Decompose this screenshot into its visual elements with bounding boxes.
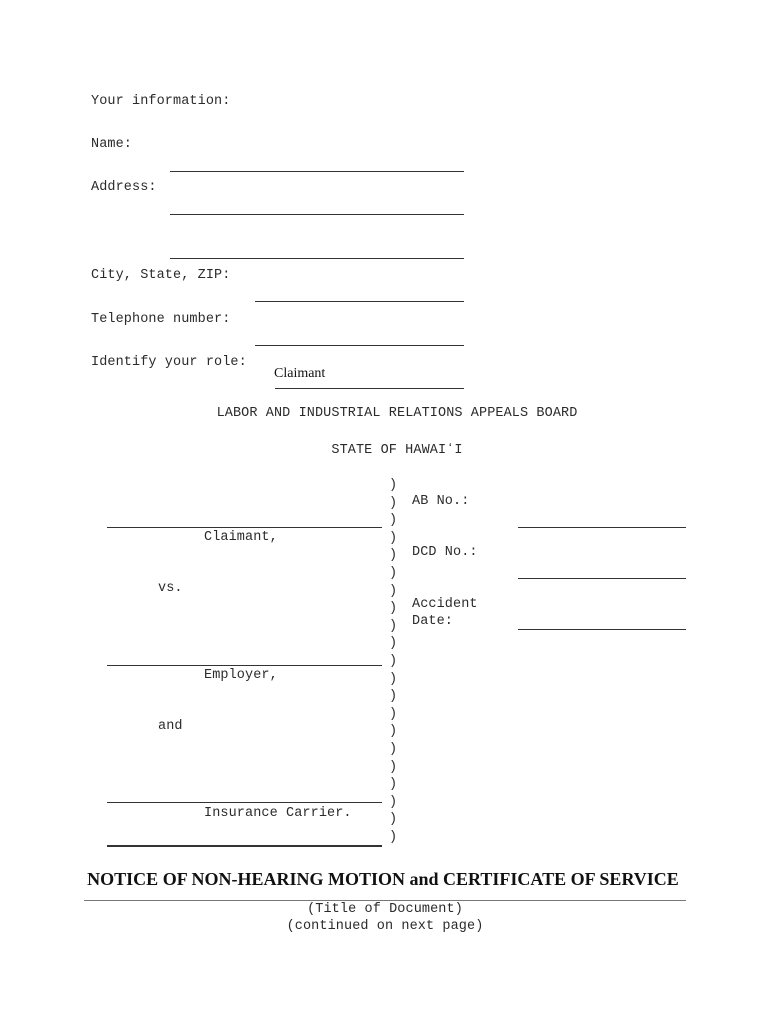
caption-paren: ) <box>389 759 398 775</box>
caption-paren: ) <box>389 689 398 705</box>
caption-paren: ) <box>389 742 398 757</box>
address-field-line-2[interactable] <box>170 258 464 259</box>
insurance-carrier-label: Insurance Carrier. <box>204 806 352 821</box>
your-information-heading: Your information: <box>91 94 231 109</box>
continued-note: (continued on next page) <box>286 919 484 934</box>
employer-label: Employer, <box>204 668 278 683</box>
caption-paren: ) <box>389 495 398 511</box>
dcd-number-label: DCD No.: <box>412 545 478 560</box>
ab-number-field[interactable] <box>518 527 686 528</box>
document-title-rule <box>84 900 686 901</box>
role-label: Identify your role: <box>91 355 247 370</box>
caption-paren: ) <box>389 812 398 828</box>
caption-paren: ) <box>389 601 398 617</box>
ab-number-label: AB No.: <box>412 494 470 509</box>
telephone-label: Telephone number: <box>91 312 231 327</box>
caption-paren: ) <box>389 513 398 529</box>
address-field-line-1[interactable] <box>170 214 464 215</box>
employer-name-field[interactable] <box>107 665 382 666</box>
caption-bottom-rule <box>107 845 382 847</box>
caption-paren: ) <box>389 636 398 652</box>
name-field[interactable] <box>170 171 464 172</box>
caption-paren: ) <box>389 583 398 599</box>
accident-date-field[interactable] <box>518 629 686 630</box>
name-label: Name: <box>91 137 133 152</box>
and-label: and <box>158 719 183 734</box>
claimant-label: Claimant, <box>204 530 278 545</box>
caption-paren: ) <box>389 724 398 740</box>
caption-paren: ) <box>389 566 398 581</box>
vs-label: vs. <box>158 581 183 596</box>
caption-paren: ) <box>389 794 398 810</box>
state-title: STATE OF HAWAIʻI <box>331 443 463 458</box>
board-title: LABOR AND INDUSTRIAL RELATIONS APPEALS BOARD <box>216 406 578 421</box>
accident-label: Accident <box>412 597 478 612</box>
city-state-zip-field[interactable] <box>255 301 464 302</box>
insurance-carrier-name-field[interactable] <box>107 802 382 803</box>
caption-paren: ) <box>389 654 398 669</box>
document-title[interactable]: NOTICE OF NON-HEARING MOTION and CERTIFICATE OF SERVICE <box>87 869 679 889</box>
caption-paren: ) <box>389 706 398 722</box>
dcd-number-field[interactable] <box>518 578 686 579</box>
title-caption: (Title of Document) <box>307 902 463 917</box>
city-state-zip-label: City, State, ZIP: <box>91 268 231 283</box>
caption-paren: ) <box>389 478 398 493</box>
caption-paren: ) <box>389 830 398 845</box>
caption-paren: ) <box>389 671 398 687</box>
caption-paren: ) <box>389 530 398 546</box>
role-field[interactable] <box>275 388 464 389</box>
claimant-name-field[interactable] <box>107 527 382 528</box>
telephone-field[interactable] <box>255 345 464 346</box>
role-value[interactable]: Claimant <box>274 366 326 381</box>
caption-paren: ) <box>389 777 398 793</box>
accident-date-label: Date: <box>412 614 454 629</box>
address-label: Address: <box>91 180 157 195</box>
caption-paren: ) <box>389 548 398 564</box>
caption-paren: ) <box>389 618 398 634</box>
